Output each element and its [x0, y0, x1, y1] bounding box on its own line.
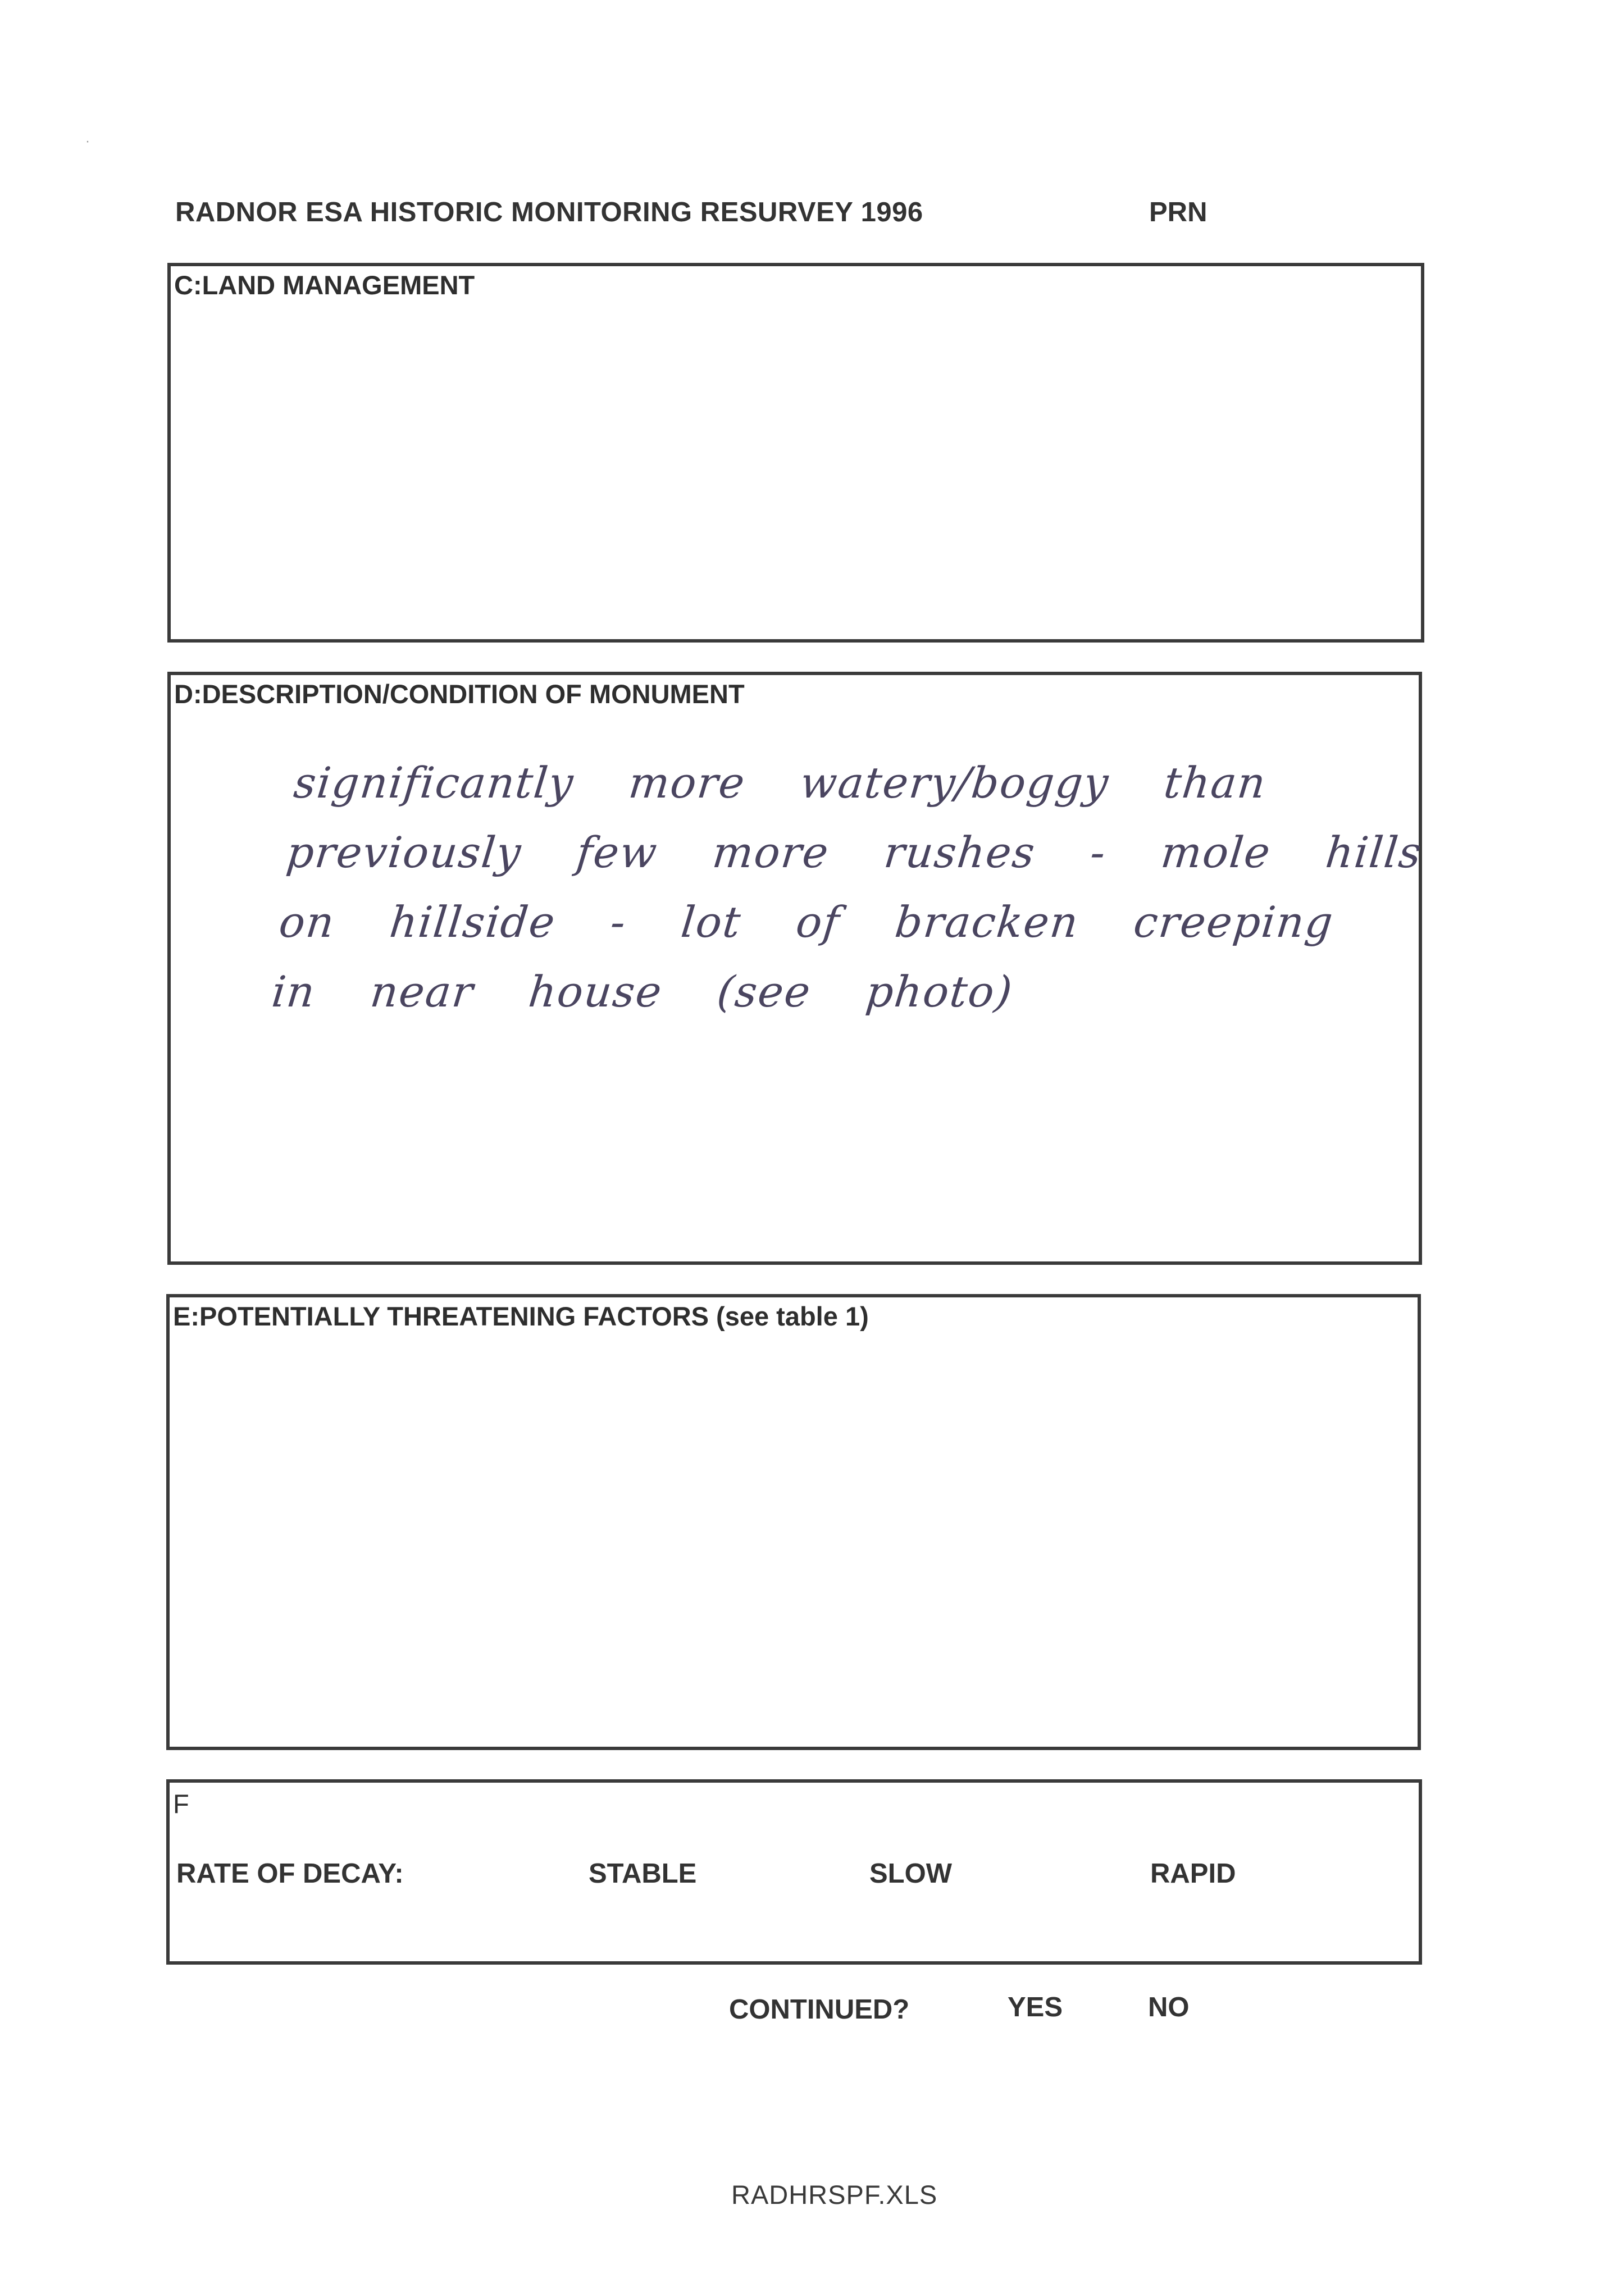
rate-of-decay-box: [166, 1779, 1422, 1965]
scan-speck-mark: ·: [85, 134, 90, 149]
handwritten-line: in near house (see photo): [269, 967, 1016, 1017]
rate-option-rapid[interactable]: RAPID: [1150, 1858, 1236, 1889]
prn-label: PRN: [1149, 197, 1208, 227]
handwritten-line: significantly more watery/boggy than: [291, 758, 1269, 808]
description-condition-heading: D:DESCRIPTION/CONDITION OF MONUMENT: [174, 679, 745, 709]
rate-option-slow[interactable]: SLOW: [869, 1858, 952, 1889]
handwritten-notes: [268, 748, 1425, 1027]
land-management-box: [167, 263, 1424, 643]
threatening-factors-heading: E:POTENTIALLY THREATENING FACTORS (see table 1): [173, 1301, 869, 1331]
page-title: RADNOR ESA HISTORIC MONITORING RESURVEY 1996: [175, 197, 923, 227]
threatening-factors-box: [166, 1294, 1421, 1750]
continued-no-option[interactable]: NO: [1148, 1992, 1190, 2022]
rate-of-decay-label: RATE OF DECAY:: [176, 1858, 404, 1889]
land-management-heading: C:LAND MANAGEMENT: [174, 270, 475, 300]
handwritten-line: on hillside - lot of bracken creeping: [276, 897, 1337, 947]
continued-label: CONTINUED?: [729, 1994, 910, 2025]
footer-filename: RADHRSPF.XLS: [731, 2180, 938, 2210]
handwritten-line: previously few more rushes - mole hills: [284, 827, 1425, 877]
section-f-letter: F: [173, 1789, 189, 1819]
description-condition-box: [167, 672, 1425, 1265]
continued-yes-option[interactable]: YES: [1008, 1992, 1063, 2022]
rate-option-stable[interactable]: STABLE: [589, 1858, 697, 1889]
